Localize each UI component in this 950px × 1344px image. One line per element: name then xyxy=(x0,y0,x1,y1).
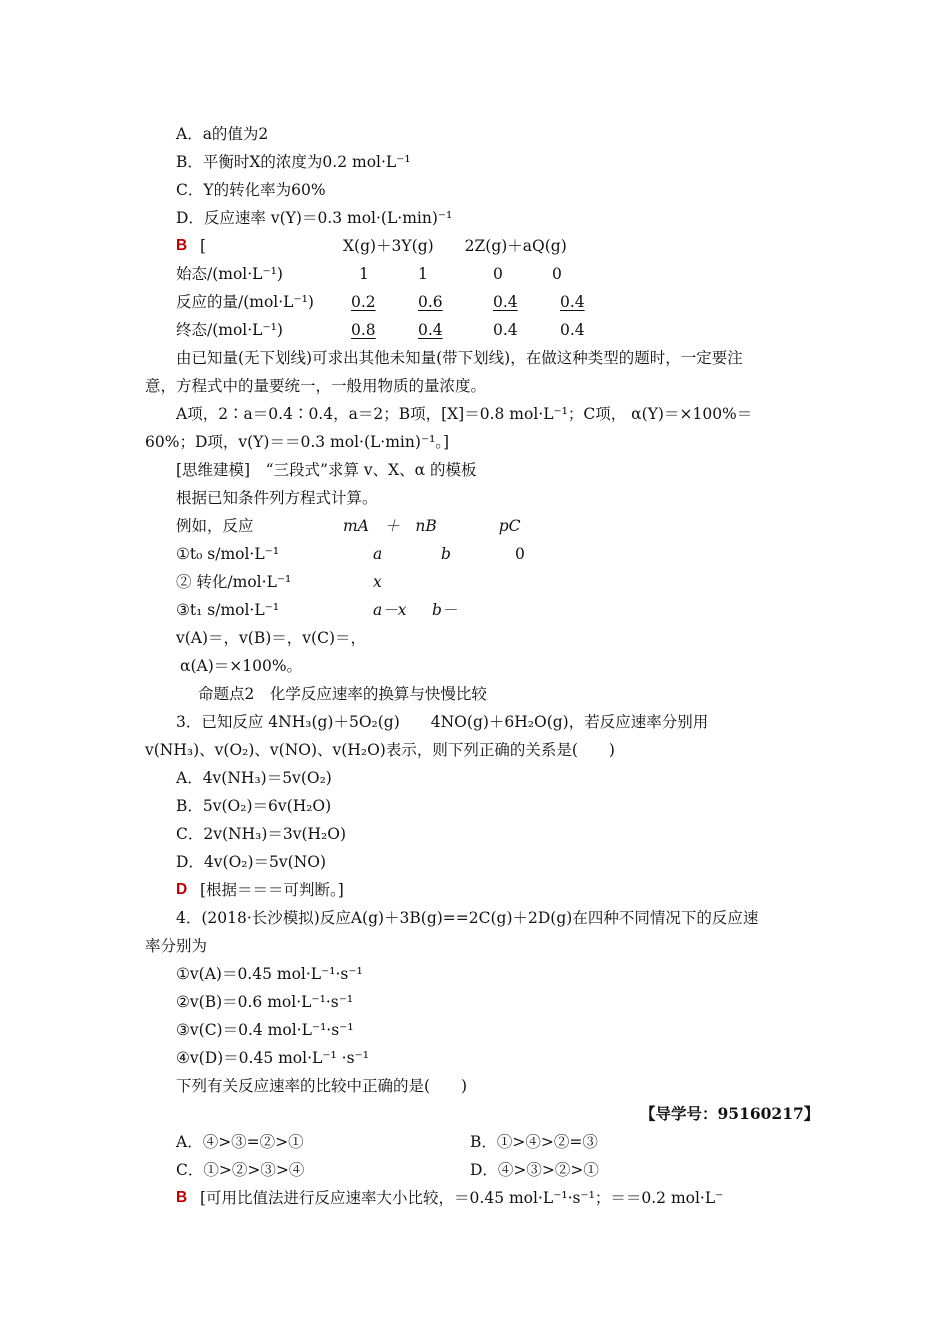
answer-letter: B xyxy=(176,1189,188,1206)
question-stem: 率分别为 xyxy=(145,937,208,955)
question-stem: 4．(2018·长沙模拟)反应A(g)＋3B(g)==2C(g)＋2D(g)在四种不同情况下的反应速 xyxy=(176,909,759,927)
table-cell: 0 xyxy=(493,265,503,283)
question-stem: v(NH₃)、v(O₂)、v(NO)、v(H₂O)表示，则下列正确的关系是( ) xyxy=(145,741,615,759)
table-cell: 0.4 xyxy=(560,293,585,311)
model-rates: v(A)＝，v(B)＝，v(C)＝， xyxy=(176,629,366,647)
model-cell: 0 xyxy=(515,545,525,563)
table-row-label: 终态/(mol·L⁻¹) xyxy=(176,321,283,339)
section-heading: 命题点2 化学反应速率的换算与快慢比较 xyxy=(198,685,487,703)
option-b: B．①>④>②=③ xyxy=(470,1133,598,1151)
answer-explanation: [根据＝＝＝可判断。] xyxy=(200,881,344,899)
explanation-line: 由已知量(无下划线)可求出其他未知量(带下划线)，在做这种类型的题时，一定要注 xyxy=(176,349,743,367)
guide-number: 【导学号：95160217】 xyxy=(640,1104,820,1123)
model-intro: 根据已知条件列方程式计算。 xyxy=(176,489,378,507)
option-a: A．a的值为2 xyxy=(176,125,269,143)
model-row-label: ③t₁ s/mol·L⁻¹ xyxy=(176,601,280,619)
answer-letter: B xyxy=(176,237,188,254)
option-c: C．①>②>③>④ xyxy=(176,1161,305,1179)
table-cell: 0.8 xyxy=(351,321,376,339)
option-d: D．④>③>②>① xyxy=(470,1161,599,1179)
option-c: C．2v(NH₃)＝3v(H₂O) xyxy=(176,825,347,843)
model-example-label: 例如，反应 xyxy=(176,517,254,535)
explanation-line: 60%；D项，v(Y)＝＝0.3 mol·(L·min)⁻¹。] xyxy=(145,433,450,451)
table-cell: 0.6 xyxy=(418,293,443,311)
model-alpha: α(A)＝×100%。 xyxy=(180,657,303,675)
table-row-label: 始态/(mol·L⁻¹) xyxy=(176,265,283,283)
model-cell: b xyxy=(441,545,451,563)
model-row-label: ①t₀ s/mol·L⁻¹ xyxy=(176,545,280,563)
answer-letter: D xyxy=(176,881,188,898)
option-c: C．Y的转化率为60% xyxy=(176,181,326,199)
option-b: B．平衡时X的浓度为0.2 mol·L⁻¹ xyxy=(176,153,411,171)
table-cell: 0.4 xyxy=(418,321,443,339)
model-cell: x xyxy=(373,573,382,591)
model-equation: mA ＋ nB pC xyxy=(343,517,521,535)
table-cell: 0.4 xyxy=(493,293,518,311)
table-cell: 1 xyxy=(418,265,428,283)
option-a: A．4v(NH₃)＝5v(O₂) xyxy=(176,769,332,787)
option-a: A．④>③=②>① xyxy=(176,1133,304,1151)
model-title: [思维建模] “三段式”求算 v、X、α 的模板 xyxy=(176,461,477,479)
table-cell: 0.4 xyxy=(560,321,585,339)
explanation-line: A项，2∶a＝0.4∶0.4，a＝2；B项，[X]＝0.8 mol·L⁻¹；C项， α(Y)＝×100%＝ xyxy=(176,405,753,423)
answer-bracket: [ xyxy=(200,237,207,255)
explanation-line: 意，方程式中的量要统一，一般用物质的量浓度。 xyxy=(145,377,487,395)
option-d: D．4v(O₂)＝5v(NO) xyxy=(176,853,327,871)
table-row-label: 反应的量/(mol·L⁻¹) xyxy=(176,293,314,311)
model-row-label: ② 转化/mol·L⁻¹ xyxy=(176,573,292,591)
option-b: B．5v(O₂)＝6v(H₂O) xyxy=(176,797,332,815)
option-d: D．反应速率 v(Y)＝0.3 mol·(L·min)⁻¹ xyxy=(176,209,453,227)
model-cell: a xyxy=(373,545,383,563)
question-stem: 3．已知反应 4NH₃(g)＋5O₂(g) 4NO(g)＋6H₂O(g)，若反应速率分别用 xyxy=(176,713,709,731)
answer-explanation: [可用比值法进行反应速率大小比较，＝0.45 mol·L⁻¹·s⁻¹；＝＝0.2 mol·L⁻ xyxy=(200,1189,724,1207)
rate-item: ③v(C)＝0.4 mol·L⁻¹·s⁻¹ xyxy=(176,1021,354,1039)
table-cell: 0.4 xyxy=(493,321,518,339)
reaction-equation: X(g)＋3Y(g) 2Z(g)＋aQ(g) xyxy=(343,237,567,255)
table-cell: 1 xyxy=(359,265,369,283)
table-cell: 0 xyxy=(552,265,562,283)
table-cell: 0.2 xyxy=(351,293,376,311)
question-ask: 下列有关反应速率的比较中正确的是( ) xyxy=(176,1077,468,1095)
rate-item: ②v(B)＝0.6 mol·L⁻¹·s⁻¹ xyxy=(176,993,354,1011)
rate-item: ④v(D)＝0.45 mol·L⁻¹ ·s⁻¹ xyxy=(176,1049,369,1067)
model-cell: a－x xyxy=(373,601,407,619)
rate-item: ①v(A)＝0.45 mol·L⁻¹·s⁻¹ xyxy=(176,965,363,983)
model-cell: b－ xyxy=(432,601,458,619)
